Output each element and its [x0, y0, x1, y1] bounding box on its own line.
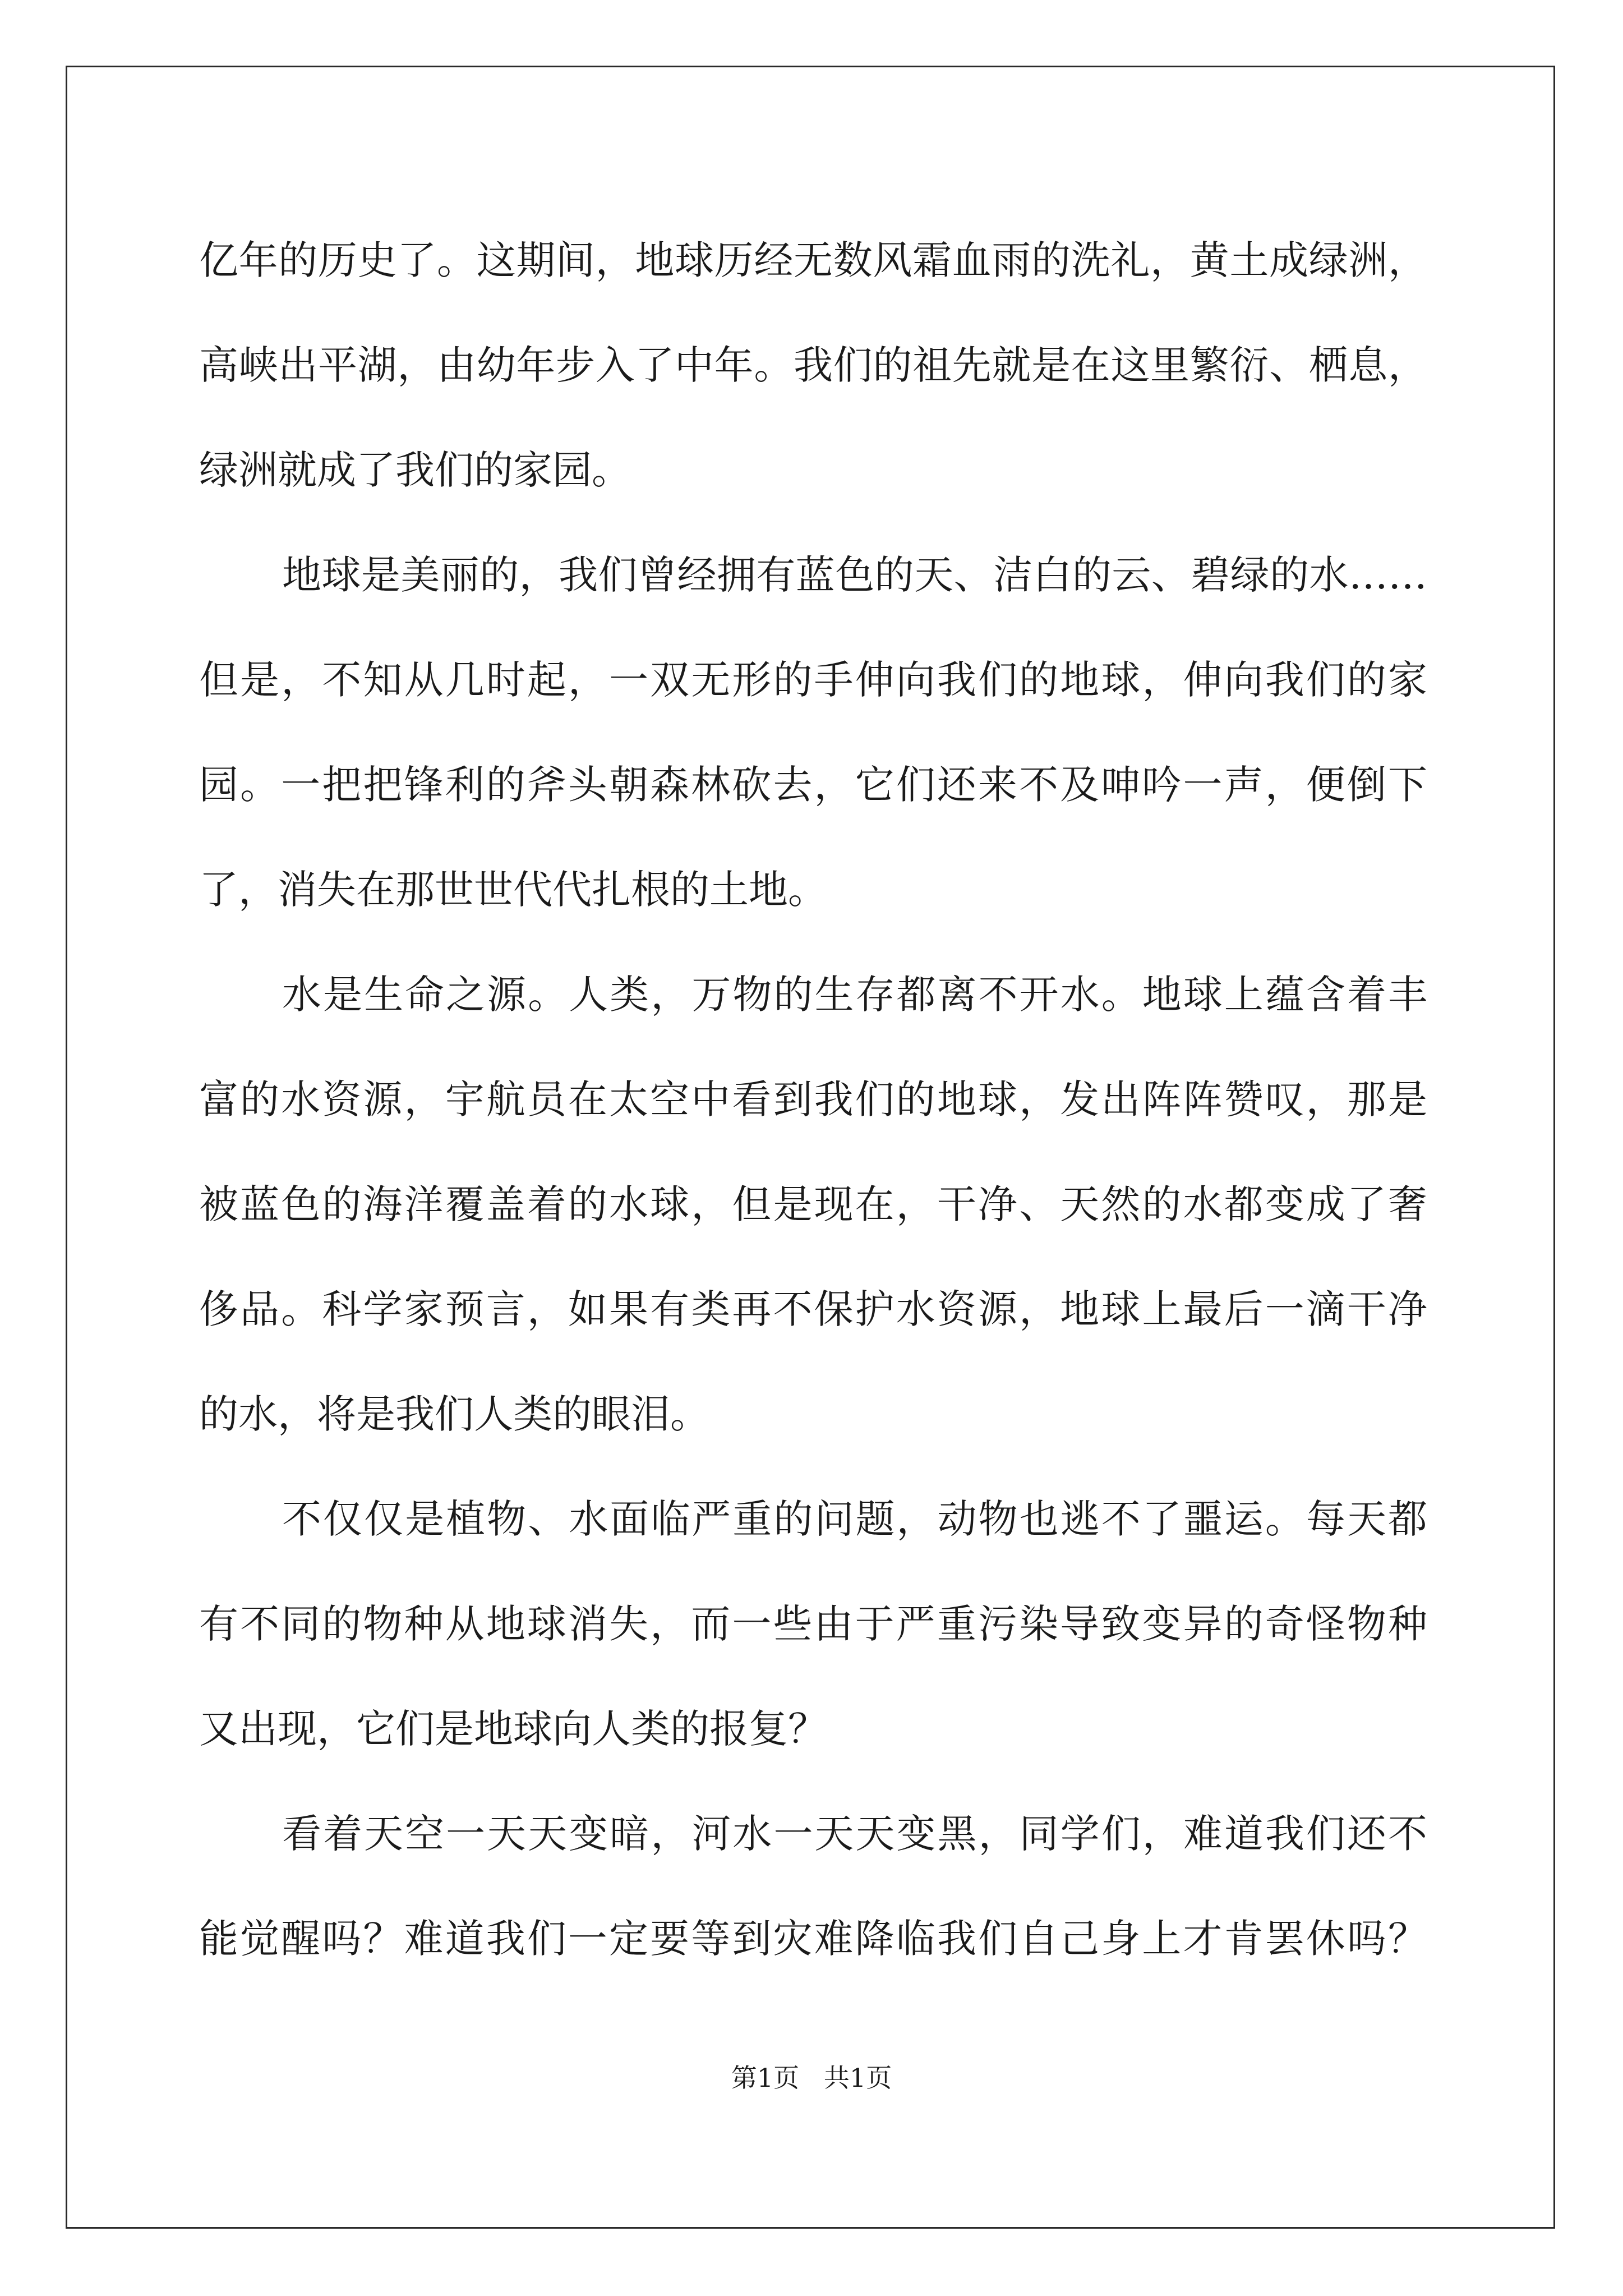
text-line: 但是，不知从几时起，一双无形的手伸向我们的地球，伸向我们的家 [199, 657, 1427, 703]
text-line: 了，消失在那世世代代扎根的土地。 [199, 867, 827, 913]
text-line: 被蓝色的海洋覆盖着的水球，但是现在，干净、天然的水都变成了奢 [199, 1181, 1427, 1227]
paragraph-first-line: 不仅仅是植物、水面临严重的问题，动物也逃不了噩运。每天都 [282, 1496, 1427, 1542]
paragraph-first-line: 水是生命之源。人类，万物的生存都离不开水。地球上蕴含着丰 [282, 972, 1427, 1018]
page-number-footer: 第1页 共1页 [731, 2063, 892, 2093]
text-line: 绿洲就成了我们的家园。 [199, 447, 631, 493]
text-line: 能觉醒吗？难道我们一定要等到灾难降临我们自己身上才肯罢休吗？ [199, 1916, 1427, 1962]
text-line: 有不同的物种从地球消失，而一些由于严重污染导致变异的奇怪物种 [199, 1601, 1427, 1647]
text-line: 富的水资源，宇航员在太空中看到我们的地球，发出阵阵赞叹，那是 [199, 1076, 1427, 1122]
text-line: 亿年的历史了。这期间，地球历经无数风霜血雨的洗礼，黄土成绿洲， [199, 237, 1427, 283]
paragraph-first-line: 看着天空一天天变暗，河水一天天变黑，同学们，难道我们还不 [282, 1811, 1427, 1857]
document-body [199, 208, 1427, 1991]
text-line: 的水，将是我们人类的眼泪。 [199, 1391, 709, 1437]
text-line: 又出现，它们是地球向人类的报复？ [199, 1706, 827, 1752]
text-line: 高峡出平湖，由幼年步入了中年。我们的祖先就是在这里繁衍、栖息， [199, 342, 1427, 388]
text-line: 侈品。科学家预言，如果有类再不保护水资源，地球上最后一滴干净 [199, 1286, 1427, 1332]
text-line: 园。一把把锋利的斧头朝森林砍去，它们还来不及呻吟一声，便倒下 [199, 762, 1427, 808]
paragraph-first-line: 地球是美丽的，我们曾经拥有蓝色的天、洁白的云、碧绿的水…… [282, 552, 1427, 598]
